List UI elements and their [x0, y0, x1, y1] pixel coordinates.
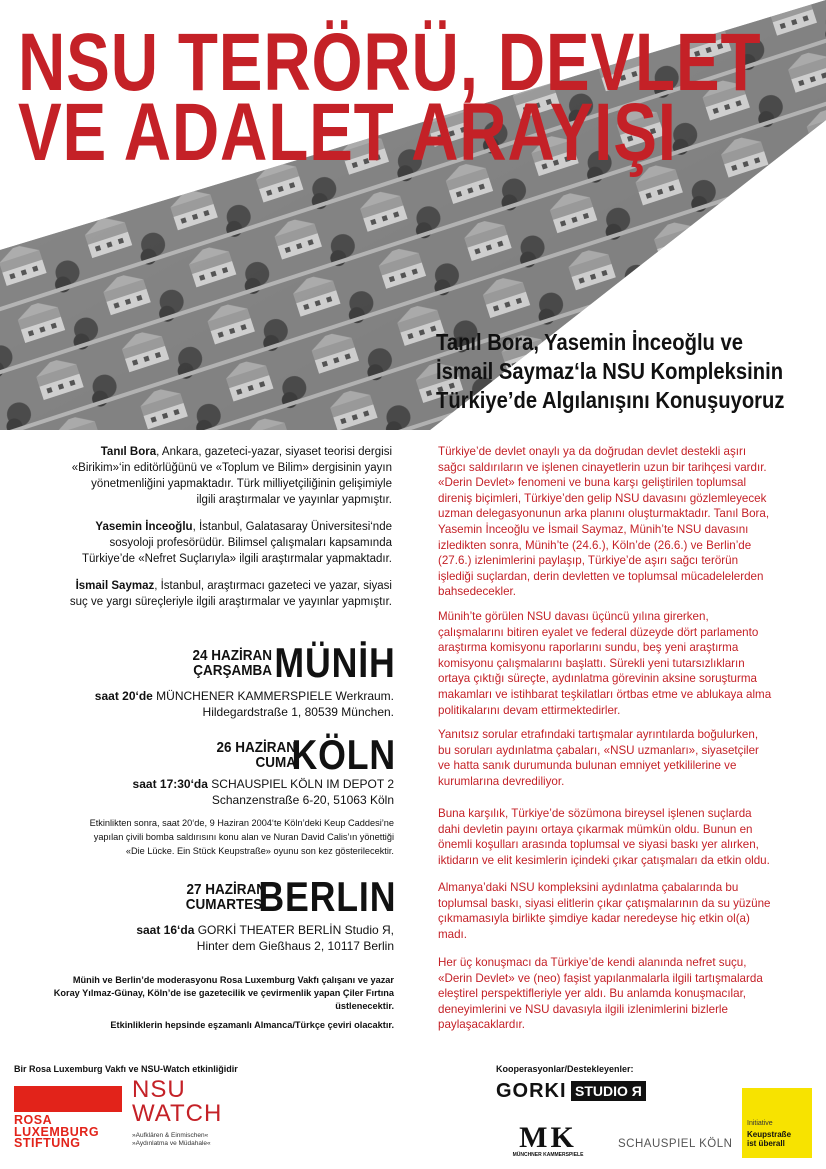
body-line: eleştirel perspektifleriyle yer aldı. Bu anlamda konuşmacılar, — [438, 987, 747, 1001]
body-line: Yasemin İnceoğlu ve İsmail Saymaz, Münih’te NSU davasını — [438, 522, 749, 536]
body-line: Yanıtsız sorular etrafındaki tartışmalar ayrıntılarda boğulurken, — [438, 728, 759, 741]
cologne-note: Etkinlikten sonra, saat 20‘de, 9 Haziran 2004‘te Köln’deki Keup Caddesi’ne yapılan çivili bomba saldırısını konu alan ve Nuran David Calis’ın yönettiği «Die Lücke. Ein Stück Keupstraße» oyunu son kez gösterilecektir. — [89, 818, 394, 856]
event-munich — [156, 639, 396, 686]
rosa-luxemburg-logo: ROSA LUXEMBURG STIFTUNG — [14, 1086, 122, 1152]
page-title — [18, 17, 762, 178]
body-line: bu soruları aydınlatma çabaları, «NSU uzmanları», siyasetçiler — [438, 743, 759, 757]
title-line-2: VE ADALET ARAYIŞI — [18, 87, 677, 178]
body-line: «Derin Devlet» fenomeni ve buna karşı geliştirilen toplumsal — [438, 476, 747, 490]
body-line: «Derin Devlet» ve (neo) faşist yapılanmalarla ilgili tartışmalarda — [438, 971, 763, 985]
body-line: (27.6.) izlenimlerini paylaşıp, Türkiye’de aşırı sağcı terörün — [438, 554, 739, 568]
event-date: 24 HAZİRAN ÇARŞAMBA — [192, 647, 272, 679]
body-line: çalışmalarını bitiren eyalet ve federal düzeyde dört parlamento — [438, 625, 759, 639]
subtitle — [436, 328, 785, 415]
body-line: iktidarın ve elit kesimlerin içindeki çıkar çatışmaları da etkin oldu. — [438, 853, 770, 867]
event-venue-cologne: saat 17:30‘da SCHAUSPIEL KÖLN IM DEPOT 2 Schanzenstraße 6-20, 51063 Köln — [132, 777, 394, 807]
event-cologne — [156, 731, 396, 778]
body-line: komisyonu çalışmalarını başlattı. Sürekli yeni tutarsızlıkların — [438, 656, 745, 670]
body-line: önemli koşulları arasında toplumsal ve siyasi baskı yer alırken, — [438, 838, 759, 852]
body-line: makamları ve istihbarat teşkilatları örtbas etme ve ablukaya alma — [438, 687, 772, 701]
event-venue-berlin: saat 16‘da GORKİ THEATER BERLİN Studio Я, Hinter dem Gießhaus 2, 10117 Berlin — [136, 923, 394, 953]
moderation-note: Münih ve Berlin’de moderasyonu Rosa Luxemburg Vakfı çalışanı ve yazar Koray Yılmaz-Günay, Köln’de ise gazetecilik ve çevirmenlik yapan Çiler Fırtına üstlenecektir. — [53, 975, 394, 1011]
body-line: sağcı saldırıların ve işlenen cinayetlerin uzun bir tarihçesi vardır. — [438, 460, 767, 474]
body-line: kurumlarına devrediliyor. — [438, 774, 565, 788]
body-line: politikalarını devam ettirmektedirler. — [438, 703, 621, 717]
body-paragraph-4 — [438, 806, 783, 868]
body-line: dahi devletin payını ortaya çıkarmak mümkün oldu. Bunun en — [438, 822, 753, 836]
subtitle-line-2: İsmail Saymaz‘la NSU Kompleksinin — [436, 358, 784, 384]
body-line: madı. — [438, 927, 467, 941]
gorki-studio-logo: GORKI STUDIO Я — [496, 1080, 646, 1102]
body-line: toplumsal baskı, siyasi elitlerin çıkar çatışmalarının da su yüzüne — [438, 896, 771, 910]
body-line: araştırma komisyonu raporlarını sundu, beş yeni araştırma — [438, 641, 739, 655]
body-line: Her üç konuşmacı da Türkiye’de kendi alanında nefret suçu, — [438, 956, 747, 969]
body-line: direniş biçimleri, Türkiye’den gelip NSU davasını gözlemleyecek — [438, 491, 767, 505]
organizer-label: Bir Rosa Luxemburg Vakfı ve NSU-Watch etkinliğidir — [14, 1064, 238, 1074]
body-paragraph-3 — [438, 727, 783, 789]
body-paragraph-1 — [438, 444, 783, 600]
body-paragraph-2 — [438, 609, 783, 718]
muenchner-kammerspiele-logo: MK MÜNCHNER KAMMERSPIELE — [512, 1121, 584, 1158]
event-date: 27 HAZİRAN CUMARTESİ — [185, 881, 266, 913]
body-line: işlediği suçlardan, derin devletten ve toplumsal mücadelelerden — [438, 569, 764, 583]
schauspiel-koeln-logo: SCHAUSPIEL KÖLN — [618, 1138, 733, 1150]
body-line: çıkmamasıyla birlikte şimdiye kadar neredeyse hiç etkin ol(a) — [438, 912, 750, 926]
subtitle-line-1: Tanıl Bora, Yasemin İnceoğlu ve — [436, 329, 744, 355]
subtitle-line-3: Türkiye’de Algılanışını Konuşuyoruz — [436, 387, 785, 413]
body-paragraph-6 — [438, 955, 783, 1033]
body-line: ortaya çıktığı süreçte, aydınlatma görevinin aksine soruşturma — [438, 672, 757, 686]
body-line: ve hatta sanık durumunda bulunan emniyet yetkililerine ve — [438, 759, 737, 773]
speaker-bio-bora: Tanıl Bora, Ankara, gazeteci-yazar, siyaset teorisi dergisi «Birikim»‘in editörlüğünü ve «Toplum ve Bilim» dergisinin yayın yönetmenliğini yapmaktadır. Türk milliyetçiliğinin gelişimiyle ilgili araştırmalar ve yayınlar yapmıştır. — [71, 446, 392, 506]
body-line: deneyimlerini ve NSU davasıyla ilgili izlenimlerini bizlerle — [438, 1002, 728, 1016]
event-city: MÜNİH — [274, 639, 396, 686]
nsu-watch-logo: NSU WATCH »Aufklären & Einmischen« »Aydınlatma ve Müdahale« — [132, 1076, 223, 1147]
rosa-logo-bar — [14, 1086, 122, 1112]
translation-note: Etkinliklerin hepsinde eşzamanlı Almanca/Türkçe çeviri olacaktır. — [110, 1020, 394, 1030]
body-line: Türkiye’de devlet onaylı ya da doğrudan devlet destekli aşırı — [438, 445, 747, 458]
speaker-name: İsmail Saymaz — [75, 580, 155, 592]
speaker-bio-inceoglu: Yasemin İnceoğlu, İstanbul, Galatasaray Üniversitesi‘nde sosyoloji profesörüdür. Bilimsel çalışmaları kapsamında Türkiye’de «Nefret Suçlarıyla» ilgili araştırmalar yapmaktadır. — [82, 521, 392, 565]
title-line-1: NSU TERÖRÜ, DEVLET — [18, 17, 762, 108]
speaker-name: Yasemin İnceoğlu — [95, 521, 193, 533]
event-city: BERLIN — [258, 873, 396, 920]
body-line: Münih’te görülen NSU davası üçüncü yılına girerken, — [438, 610, 709, 623]
event-city: KÖLN — [291, 731, 396, 778]
body-line: paylaşacaklardır. — [438, 1018, 525, 1032]
event-date: 26 HAZİRAN CUMA — [216, 739, 296, 771]
body-line: uzman delegasyonunun arka planını oluşturmaktadır. Tanıl Bora, — [438, 507, 770, 521]
event-berlin — [136, 873, 396, 920]
event-venue-munich: saat 20‘de MÜNCHENER KAMMERSPIELE Werkraum. Hildegardstraße 1, 80539 München. — [94, 689, 394, 719]
speaker-name: Tanıl Bora — [100, 446, 157, 458]
partners-label: Kooperasyonlar/Destekleyenler: — [496, 1064, 634, 1074]
keupstrasse-initiative-logo: Initiative Keupstraße ist überall — [742, 1088, 812, 1158]
body-line: Buna karşılık, Türkiye’de sözümona bireysel işlenen suçlarda — [438, 807, 752, 820]
body-paragraph-5 — [438, 880, 783, 942]
body-line: Almanya’daki NSU kompleksini aydınlatma çabalarında bu — [438, 881, 739, 894]
body-line: izledikten sonra, Münih’te (24.6.), Köln’de (26.6.) ve Berlin’de — [438, 538, 752, 552]
body-line: bahsedecekler. — [438, 585, 516, 599]
speaker-bio-saymaz: İsmail Saymaz, İstanbul, araştırmacı gazeteci ve yazar, siyasi suç ve yargı süreçleriyle ilgili araştırmalar ve yayınlar yapmıştır. — [69, 580, 392, 608]
